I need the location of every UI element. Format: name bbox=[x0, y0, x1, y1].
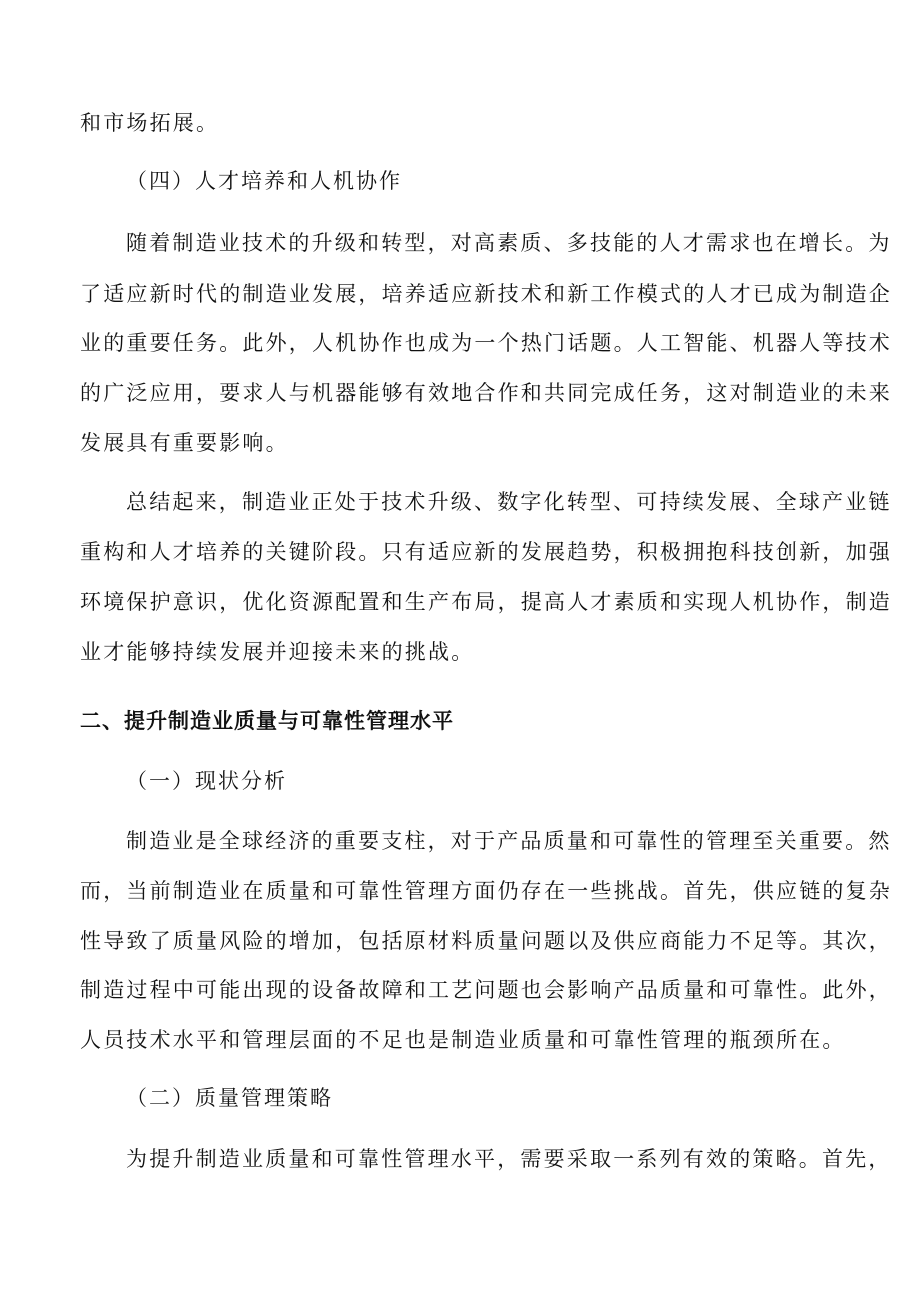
paragraph-line: 为提升制造业质量和可靠性管理水平，需要采取一系列有效的策略。首先， bbox=[126, 1147, 892, 1171]
paragraph-line: 随着制造业技术的升级和转型，对高素质、多技能的人才需求也在增长。为 bbox=[126, 231, 892, 255]
paragraph-line: 制造业是全球经济的重要支柱，对于产品质量和可靠性的管理至关重要。然 bbox=[126, 829, 892, 853]
paragraph-line: 了适应新时代的制造业发展，培养适应新技术和新工作模式的人才已成为制造企 bbox=[80, 282, 892, 306]
paragraph-line: 业的重要任务。此外，人机协作也成为一个热门话题。人工智能、机器人等技术 bbox=[80, 331, 892, 355]
paragraph-line: 业才能够持续发展并迎接未来的挑战。 bbox=[80, 640, 475, 664]
subheading-quality-strategy: （二）质量管理策略 bbox=[126, 1086, 333, 1110]
paragraph-line: 而，当前制造业在质量和可靠性管理方面仍存在一些挑战。首先，供应链的复杂 bbox=[80, 879, 892, 903]
paragraph-line: 的广泛应用，要求人与机器能够有效地合作和共同完成任务，这对制造业的未来 bbox=[80, 381, 892, 405]
paragraph-line: 性导致了质量风险的增加，包括原材料质量问题以及供应商能力不足等。其次， bbox=[80, 929, 892, 953]
paragraph-line: 人员技术水平和管理层面的不足也是制造业质量和可靠性管理的瓶颈所在。 bbox=[80, 1028, 846, 1052]
paragraph-line: 重构和人才培养的关键阶段。只有适应新的发展趋势，积极拥抱科技创新，加强 bbox=[80, 540, 892, 564]
paragraph-line: 发展具有重要影响。 bbox=[80, 431, 289, 455]
paragraph-line: 制造过程中可能出现的设备故障和工艺问题也会影响产品质量和可靠性。此外， bbox=[80, 978, 892, 1002]
subheading-status-analysis: （一）现状分析 bbox=[126, 769, 287, 793]
subheading-talent-collaboration: （四）人才培养和人机协作 bbox=[126, 169, 402, 193]
paragraph-line: 环境保护意识，优化资源配置和生产布局，提高人才素质和实现人机协作，制造 bbox=[80, 590, 892, 614]
paragraph-line: 总结起来，制造业正处于技术升级、数字化转型、可持续发展、全球产业链 bbox=[126, 490, 892, 514]
section-title: 二、提升制造业质量与可靠性管理水平 bbox=[80, 709, 454, 733]
paragraph-continuation: 和市场拓展。 bbox=[80, 111, 220, 135]
